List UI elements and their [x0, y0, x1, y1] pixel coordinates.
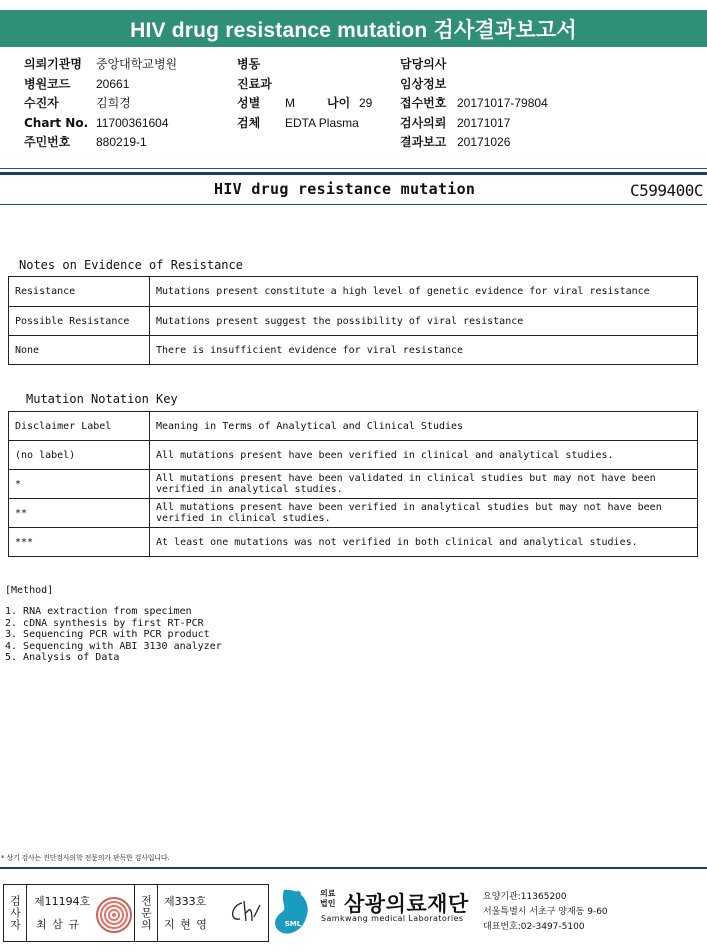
patient-info-col2	[237, 55, 372, 133]
evidence-meaning: Mutations present suggest the possibility of viral resistance	[150, 307, 698, 336]
age-label: 나이	[327, 96, 351, 110]
evidence-term: Resistance	[9, 277, 150, 307]
examiner-seal-icon	[96, 897, 132, 933]
info-row-specimen: 검체 EDTA Plasma	[237, 115, 359, 130]
table-row	[9, 307, 698, 336]
examiner-label-cell	[4, 885, 27, 941]
notation-meaning: All mutations present have been validated in clinical studies but may not have been verified in analytical studies.	[150, 470, 698, 499]
divider-thick	[0, 172, 707, 175]
info-row-sex-age: 성별 M 나이 29	[237, 94, 372, 114]
info-row-request-date: 검사의뢰 20171017	[400, 115, 511, 130]
divider-thin	[0, 168, 707, 169]
signature-box	[3, 884, 269, 942]
table-row	[9, 277, 698, 307]
info-row-institution: 의뢰기관명 중앙대학교병원	[24, 57, 178, 71]
info-row-doctor: 담당의사	[400, 57, 447, 71]
table-row	[9, 528, 698, 557]
examiner-license-no: 제11194호	[34, 895, 91, 908]
specialist-label: 전문의	[139, 895, 153, 931]
lab-code: 요양기관:11365200	[483, 892, 567, 902]
info-row-resident-no: 주민번호 880219-1	[24, 135, 147, 149]
method-title: [Method]	[5, 585, 54, 596]
notation-label: *	[9, 470, 150, 499]
info-row-clinical-info: 임상정보	[400, 76, 447, 91]
examiner-label: 검사자	[8, 895, 22, 931]
notation-label: **	[9, 499, 150, 528]
method-step: 2. cDNA synthesis by first RT-PCR	[5, 617, 204, 629]
notation-meaning: All mutations present have been verified in analytical studies but may not have been verified in clinical studies.	[150, 499, 698, 528]
notation-label: ***	[9, 528, 150, 557]
evidence-term: None	[9, 336, 150, 365]
report-header-title: HIV drug resistance mutation 검사결과보고서	[130, 18, 577, 42]
method-step: 1. RNA extraction from specimen	[5, 606, 192, 617]
evidence-term: Possible Resistance	[9, 307, 150, 336]
notation-meaning: All mutations present have been verified in clinical and analytical studies.	[150, 441, 698, 470]
info-row-report-date: 결과보고 20171026	[400, 135, 511, 149]
footnote: * 상기 검사는 진단검사의학 전문의가 판독한 검사입니다.	[1, 854, 170, 862]
notation-header-label: Disclaimer Label	[9, 412, 150, 441]
info-row-department: 진료과	[237, 76, 272, 91]
method-step: 5. Analysis of Data	[5, 652, 120, 663]
info-row-receipt-no: 접수번호 20171017-79804	[400, 96, 548, 110]
table-row	[9, 499, 698, 528]
report-title: HIV drug resistance mutation	[214, 180, 476, 198]
info-row-ward: 병동	[237, 57, 261, 71]
lab-logo-text: SML	[284, 920, 302, 928]
signature-icon	[226, 899, 262, 927]
info-row-chart-no: Chart No. 11700361604	[24, 115, 169, 130]
lab-phone: 대표번호:02-3497-5100	[483, 922, 585, 932]
evidence-section-title: Notes on Evidence of Resistance	[19, 258, 243, 272]
info-row-hospital-code: 병원코드 20661	[24, 76, 130, 91]
method-steps	[5, 606, 222, 664]
table-header-row	[9, 412, 698, 441]
age-value: 29	[359, 96, 373, 110]
lab-name: 삼광의료재단	[344, 892, 469, 916]
patient-info-col1	[24, 55, 177, 153]
notation-meaning: At least one mutations was not verified in both clinical and analytical studies.	[150, 528, 698, 557]
lab-address: 서울특별시 서초구 양재동 9-60	[483, 907, 608, 917]
specialist-label-cell	[134, 885, 158, 941]
report-code: C599400C	[629, 181, 703, 200]
method-step: 4. Sequencing with ABI 3130 analyzer	[5, 640, 222, 652]
lab-name-en: Samkwang medical Laboratories	[321, 914, 464, 923]
divider-title-bottom	[0, 204, 707, 205]
footer-divider	[0, 867, 707, 869]
specialist-name: 지 현 영	[164, 918, 208, 931]
table-row	[9, 441, 698, 470]
examiner-name: 최 삼 규	[36, 918, 80, 931]
notation-table	[8, 411, 698, 557]
notation-header-meaning: Meaning in Terms of Analytical and Clinical Studies	[150, 412, 698, 441]
table-row	[9, 470, 698, 499]
lab-contact	[483, 890, 608, 935]
specialist-license-no: 제333호	[164, 895, 207, 908]
report-header-bar	[0, 10, 707, 47]
method-step: 3. Sequencing PCR with PCR product	[5, 629, 210, 640]
table-row	[9, 336, 698, 365]
evidence-meaning: There is insufficient evidence for viral resistance	[150, 336, 698, 365]
notation-section-title: Mutation Notation Key	[26, 392, 178, 406]
info-row-patient-name: 수진자 김희경	[24, 96, 131, 110]
notation-label: (no label)	[9, 441, 150, 470]
lab-logo-icon	[272, 888, 314, 938]
lab-type-label: 의료법인	[320, 889, 336, 908]
evidence-meaning: Mutations present constitute a high level of genetic evidence for viral resistance	[150, 277, 698, 307]
patient-info-col3	[400, 55, 548, 153]
evidence-table	[8, 276, 698, 365]
